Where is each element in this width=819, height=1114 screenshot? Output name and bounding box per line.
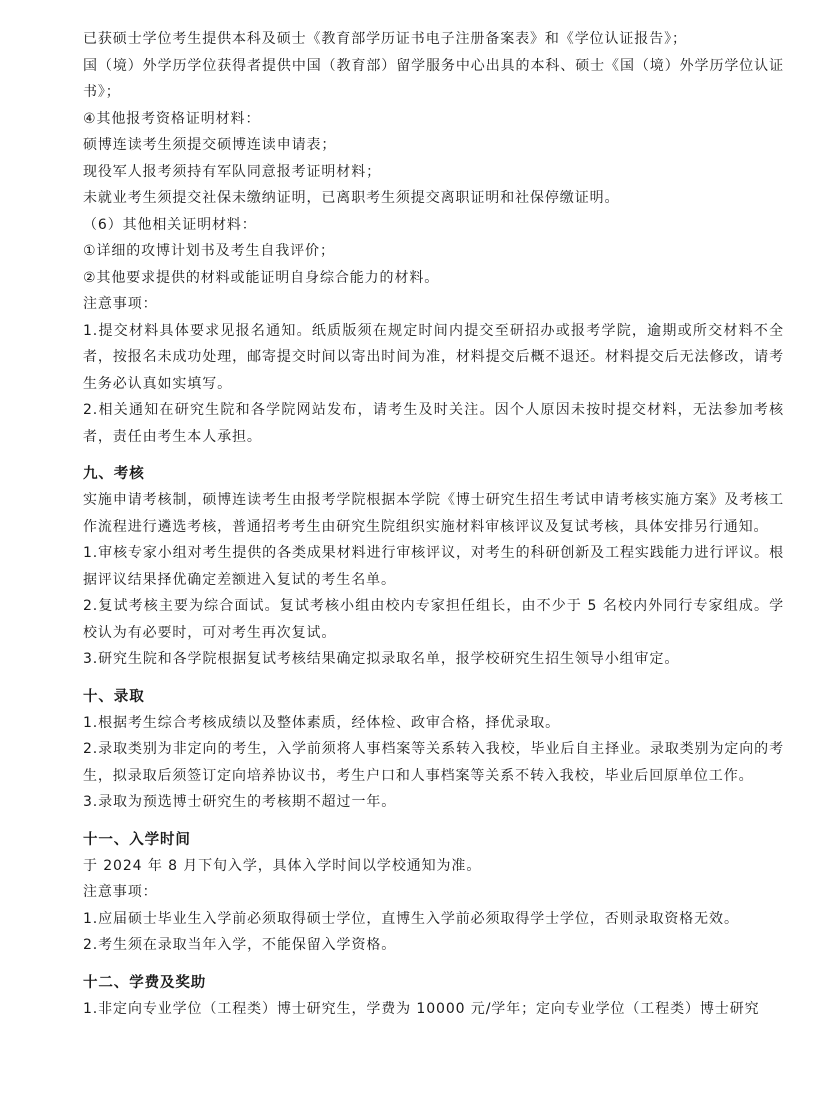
section-heading-assessment: 九、考核: [83, 466, 145, 482]
paragraph-overseas-degree: 国（境）外学历学位获得者提供中国（教育部）留学服务中心出具的本科、硕士《国（境）外学历学位认证书》；: [83, 57, 784, 100]
paragraph-note-2: 2.相关通知在研究生院和各学院网站发布，请考生及时关注。因个人原因未按时提交材料，无法参加考核者，责任由考生本人承担。: [83, 402, 784, 445]
paragraph-notes-label: 注意事项：: [83, 296, 158, 312]
paragraph-social-insurance: 未就业考生须提交社保未缴纳证明，已离职考生须提交离职证明和社保停缴证明。: [83, 190, 620, 206]
paragraph-enrollment-date: 于 2024 年 8 月下旬入学，具体入学时间以学校通知为准。: [83, 857, 482, 874]
paragraph-assessment-2: 2.复试考核主要为综合面试。复试考核小组由校内专家担任组长，由不少于 5 名校内外同行专家组成。学校认为有必要时，可对考生再次复试。: [83, 598, 784, 641]
paragraph-enrollment-note-1: 1.应届硕士毕业生入学前必须取得硕士学位，直博生入学前必须取得学士学位，否则录取资格无效。: [83, 910, 739, 927]
section-heading-enrollment-time: 十一、入学时间: [83, 831, 191, 848]
paragraph-degree-certificate: 已获硕士学位考生提供本科及硕士《教育部学历证书电子注册备案表》和《学位认证报告》；: [83, 31, 687, 47]
paragraph-study-plan: ①详细的攻博计划书及考生自我评价；: [83, 243, 335, 259]
paragraph-masters-phd-application: 硕博连读考生须提交硕博连读申请表；: [83, 137, 337, 153]
section-heading-tuition: 十二、学费及奖助: [83, 974, 207, 991]
paragraph-assessment-3: 3.研究生院和各学院根据复试考核结果确定拟录取名单，报学校研究生招生领导小组审定。: [83, 651, 680, 667]
paragraph-enrollment-note-2: 2.考生须在录取当年入学，不能保留入学资格。: [83, 937, 397, 953]
paragraph-tuition-1: 1.非定向专业学位（工程类）博士研究生，学费为 10000 元/学年；定向专业学位（工程类）博士研究: [83, 1000, 760, 1017]
paragraph-note-1: 1.提交材料具体要求见报名通知。纸质版须在规定时间内提交至研招办或报考学院，逾期或所交材料不全者，按报名未成功处理，邮寄提交时间以寄出时间为准，材料提交后概不退还。材料提交后无法修改，请考生务必认真如实填写。: [83, 322, 784, 392]
paragraph-military-consent: 现役军人报考须持有军队同意报考证明材料；: [83, 163, 381, 180]
paragraph-enrollment-notes-label: 注意事项：: [83, 884, 158, 900]
paragraph-admission-3: 3.录取为预选博士研究生的考核期不超过一年。: [83, 794, 397, 810]
paragraph-other-ability-materials: ②其他要求提供的材料或能证明自身综合能力的材料。: [83, 269, 440, 286]
paragraph-other-materials-heading: （6）其他相关证明材料：: [83, 216, 257, 233]
section-heading-admission: 十、录取: [83, 688, 145, 705]
paragraph-other-qualification: ④其他报考资格证明材料：: [83, 110, 261, 127]
paragraph-admission-1: 1.根据考生综合考核成绩以及整体素质，经体检、政审合格，择优录取。: [83, 714, 561, 731]
paragraph-assessment-1: 1.审核专家小组对考生提供的各类成果材料进行审核评议，对考生的科研创新及工程实践能力进行评议。根据评议结果择优确定差额进入复试的考生名单。: [83, 545, 784, 588]
paragraph-admission-2: 2.录取类别为非定向的考生，入学前须将人事档案等关系转入我校，毕业后自主择业。录取类别为定向的考生，拟录取后须签订定向培养协议书，考生户口和人事档案等关系不转入我校，毕业后回原单位工作。: [83, 741, 784, 784]
paragraph-assessment-intro: 实施申请考核制，硕博连读考生由报考学院根据本学院《博士研究生招生考试申请考核实施方案》及考核工作流程进行遴选考核，普通招考考生由研究生院组织实施材料审核评议及复试考核，具体安排另行通知。: [83, 492, 784, 535]
document-page: [83, 26, 784, 1022]
